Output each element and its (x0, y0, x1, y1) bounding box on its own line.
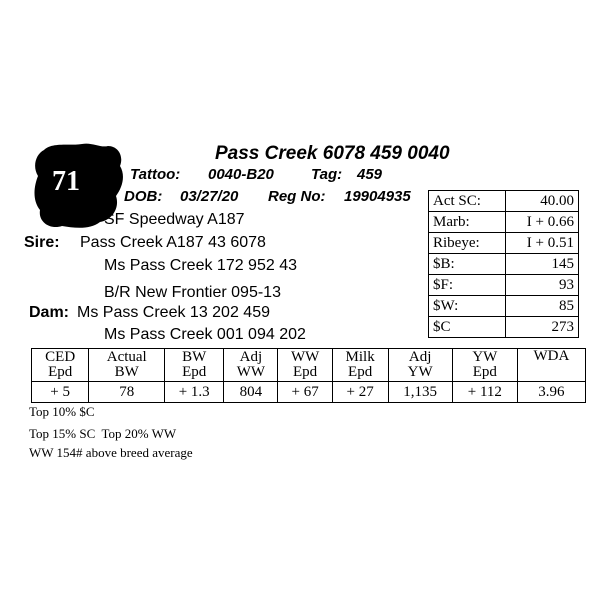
scan-row (429, 275, 579, 296)
scan-row (429, 254, 579, 275)
epd-header-line1: Actual (106, 349, 147, 365)
tattoo-label: Tattoo: (130, 166, 181, 183)
epd-header (224, 349, 278, 382)
scan-row (429, 191, 579, 212)
epd-header-line2: Epd (348, 364, 373, 380)
sire-dam: Ms Pass Creek 172 952 43 (104, 257, 297, 274)
reg-label: Reg No: (268, 188, 326, 205)
epd-header-line1: Adj (408, 349, 432, 365)
scan-value: I + 0.51 (506, 233, 579, 254)
epd-value: 3.96 (517, 382, 585, 403)
epd-header-row (32, 349, 586, 382)
epd-header-line2: Epd (48, 364, 73, 380)
scan-row (429, 212, 579, 233)
animal-name: Pass Creek 6078 459 0040 (215, 143, 450, 164)
epd-header-line1: BW (182, 349, 207, 365)
epd-header-line2: BW (114, 364, 139, 380)
scan-value: 85 (506, 296, 579, 317)
sire-label: Sire: (24, 234, 60, 251)
epd-header-line1: YW (472, 349, 498, 365)
dam-name: Ms Pass Creek 13 202 459 (77, 304, 270, 321)
scan-label: Marb: (429, 212, 506, 233)
epd-header (517, 349, 585, 382)
scan-label: $B: (429, 254, 506, 275)
note-line: Top 10% $C (29, 404, 95, 419)
epd-value: + 1.3 (165, 382, 224, 403)
reg-number: 19904935 (344, 188, 411, 205)
epd-header-line1: Adj (239, 349, 263, 365)
scan-row (429, 317, 579, 338)
epd-value: 804 (224, 382, 278, 403)
scan-value: 145 (506, 254, 579, 275)
scan-index-table (428, 190, 579, 338)
tattoo-value: 0040-B20 (208, 166, 274, 183)
epd-header-line2: YW (407, 364, 433, 380)
scan-label: Act SC: (429, 191, 506, 212)
scan-row (429, 296, 579, 317)
dob-label: DOB: (124, 188, 163, 205)
scan-value: 273 (506, 317, 579, 338)
epd-header-line1: CED (45, 349, 76, 365)
epd-header (32, 349, 89, 382)
tag-value: 459 (357, 166, 383, 183)
epd-value: + 67 (278, 382, 332, 403)
epd-value: + 5 (32, 382, 89, 403)
epd-header (165, 349, 224, 382)
sire-name: Pass Creek A187 43 6078 (80, 234, 266, 251)
epd-header-line2: Epd (472, 364, 497, 380)
epd-header-line2: Epd (293, 364, 318, 380)
scan-row (429, 233, 579, 254)
epd-value: + 27 (332, 382, 388, 403)
epd-header (388, 349, 452, 382)
epd-header-line1: Milk (345, 349, 375, 365)
note-line: WW 154# above breed average (29, 445, 193, 460)
scan-value: 93 (506, 275, 579, 296)
epd-header-line2: Epd (182, 364, 207, 380)
epd-table (31, 348, 586, 403)
epd-header-line2: WW (236, 364, 266, 380)
note-line: Top 15% SC Top 20% WW (29, 426, 177, 441)
epd-header-line1: WDA (533, 348, 570, 364)
scan-label: Ribeye: (429, 233, 506, 254)
scan-label: $W: (429, 296, 506, 317)
dam-label: Dam: (29, 304, 70, 321)
epd-value: 1,135 (388, 382, 452, 403)
scan-value: I + 0.66 (506, 212, 579, 233)
scan-label: $F: (429, 275, 506, 296)
epd-values-row (32, 382, 586, 403)
dam-dam: Ms Pass Creek 001 094 202 (104, 326, 306, 343)
epd-header (332, 349, 388, 382)
dob-value: 03/27/20 (180, 188, 239, 205)
scan-label: $C (429, 317, 506, 338)
epd-header-line1: WW (290, 349, 320, 365)
epd-header (278, 349, 332, 382)
tag-label: Tag: (311, 166, 343, 183)
dam-sire: B/R New Frontier 095-13 (104, 284, 281, 301)
lot-number: 71 (52, 166, 80, 197)
epd-value: 78 (89, 382, 165, 403)
scan-value: 40.00 (506, 191, 579, 212)
epd-header (89, 349, 165, 382)
epd-value: + 112 (452, 382, 517, 403)
epd-header (452, 349, 517, 382)
sire-sire: SF Speedway A187 (104, 211, 245, 228)
